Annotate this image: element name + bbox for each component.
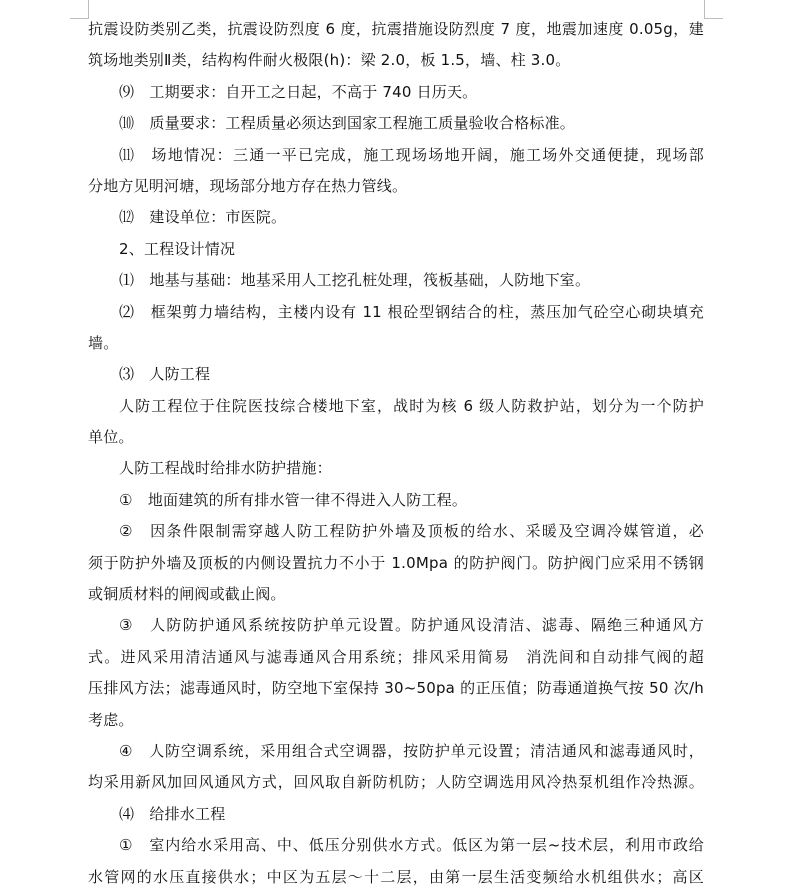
list-item-line: ① 地面建筑的所有排水管一律不得进入人防工程。 xyxy=(119,490,468,509)
document-body xyxy=(88,14,704,893)
list-item-line: ⑼ 工期要求：自开工之日起，不高于 740 日历天。 xyxy=(119,82,478,101)
list-item-line: ② 因条件限制需穿越人防工程防护外墙及顶板的给水、采暖及空调冷媒管道，必 xyxy=(119,522,704,541)
list-item-line: ⑾ 场地情况：三通一平已完成，施工现场场地开阔，施工场外交通便捷，现场部 xyxy=(119,145,704,164)
page-corner-mark-right xyxy=(704,0,723,19)
list-item-line: ⑿ 建设单位：市医院。 xyxy=(119,208,287,227)
list-item-line: ⑴ 地基与基础：地基采用人工挖孔桩处理，筏板基础，人防地下室。 xyxy=(119,271,591,290)
list-item-line: ④ 人防空调系统，采用组合式空调器，按防护单元设置；清洁通风和滤毒通风时， xyxy=(119,741,704,760)
section-heading: 2、工程设计情况 xyxy=(119,239,236,258)
paragraph-line: 分地方见明河塘，现场部分地方存在热力管线。 xyxy=(88,176,408,195)
list-item-line: ⑽ 质量要求：工程质量必须达到国家工程施工质量验收合格标准。 xyxy=(119,114,576,133)
paragraph-line: 式。进风采用清洁通风与滤毒通风合用系统；排风采用简易 消洗间和自动排气阀的超 xyxy=(88,647,704,666)
paragraph-line: 筑场地类别Ⅱ类，结构构件耐火极限(h)：梁 2.0，板 1.5，墙、柱 3.0。 xyxy=(88,51,571,70)
list-item-line: ① 室内给水采用高、中、低压分别供水方式。低区为第一层~技术层，利用市政给 xyxy=(119,836,704,855)
page-corner-mark-left xyxy=(70,0,89,19)
paragraph-line: 抗震设防类别乙类，抗震设防烈度 6 度，抗震措施设防烈度 7 度，地震加速度 0.05g，建 xyxy=(88,20,704,38)
paragraph-line: 人防工程位于住院医技综合楼地下室，战时为核 6 级人防救护站，划分为一个防护 xyxy=(119,396,704,415)
list-item-line: ⑵ 框架剪力墙结构，主楼内设有 11 根砼型钢结合的柱，蒸压加气砼空心砌块填充 xyxy=(119,302,704,321)
subsection-heading: ⑷ 给排水工程 xyxy=(119,804,226,823)
paragraph-line: 须于防护外墙及顶板的内侧设置抗力不小于 1.0Mpa 的防护阀门。防护阀门应采用不锈钢 xyxy=(88,553,704,572)
paragraph-line: 考虑。 xyxy=(88,710,134,729)
subsection-heading: ⑶ 人防工程 xyxy=(119,365,211,384)
paragraph-line: 单位。 xyxy=(88,428,134,447)
paragraph-line: 墙。 xyxy=(88,333,119,352)
paragraph-line: 压排风方法；滤毒通风时，防空地下室保持 30~50pa 的正压值；防毒通道换气按 50 次/h xyxy=(88,679,704,698)
list-item-line: ③ 人防防护通风系统按防护单元设置。防护通风设清洁、滤毒、隔绝三种通风方 xyxy=(119,616,704,635)
paragraph-line: 人防工程战时给排水防护措施： xyxy=(119,459,332,478)
paragraph-line: 或铜质材料的闸阀或截止阀。 xyxy=(88,585,286,604)
paragraph-line: 均采用新风加回风通风方式，回风取自新防机防；人防空调选用风冷热泵机组作冷热源。 xyxy=(88,773,704,792)
paragraph-line: 水管网的水压直接供水；中区为五层～十二层，由第一层生活变频给水机组供水；高区 xyxy=(88,867,704,886)
